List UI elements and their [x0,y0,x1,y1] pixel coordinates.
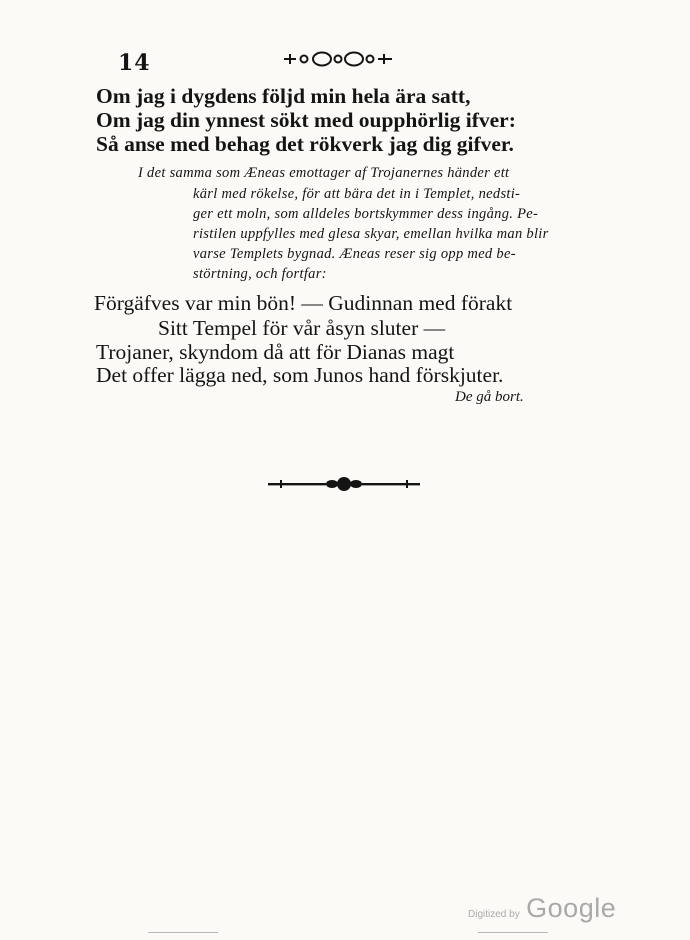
watermark-brand: Google [526,893,617,923]
stage-direction-line: ristilen uppfylles med glesa skyar, emellan hvilka man blir [193,226,549,242]
stage-direction-line: kärl med rökelse, för att bära det in i Templet, nedsti- [193,186,521,202]
stage-direction-line: störtning, och fortfar: [193,266,327,282]
header-ornament-icon [282,48,394,70]
verse-line: Det offer lägga ned, som Junos hand förskjuter. [96,363,504,387]
tailpiece-ornament-icon [268,474,420,494]
verse-line: Sitt Tempel för vår åsyn sluter — [158,316,446,340]
page-number: 14 [118,50,151,76]
watermark-prefix: Digitized by [468,909,520,920]
exit-direction: De gå bort. [455,389,524,405]
stage-direction-line: varse Templets bygnad. Æneas reser sig opp med be- [193,246,516,262]
stage-direction-line: ger ett moln, som alldeles bortskymmer dess ingång. Pe- [193,206,539,222]
verse-line: Så anse med behag det rökverk jag dig gifver. [96,132,514,156]
stage-direction-line: I det samma som Æneas emottager af Trojanernes händer ett [138,165,510,181]
digitized-watermark [468,893,616,924]
bottom-rule-left [148,932,218,933]
verse-line: Trojaner, skyndom då att för Dianas magt [96,340,455,364]
verse-line: Om jag i dygdens följd min hela ära satt, [96,84,471,108]
verse-line: Förgäfves var min bön! — Gudinnan med förakt [94,291,513,315]
bottom-rule-right [478,932,548,933]
verse-line: Om jag din ynnest sökt med oupphörlig ifver: [96,108,516,132]
